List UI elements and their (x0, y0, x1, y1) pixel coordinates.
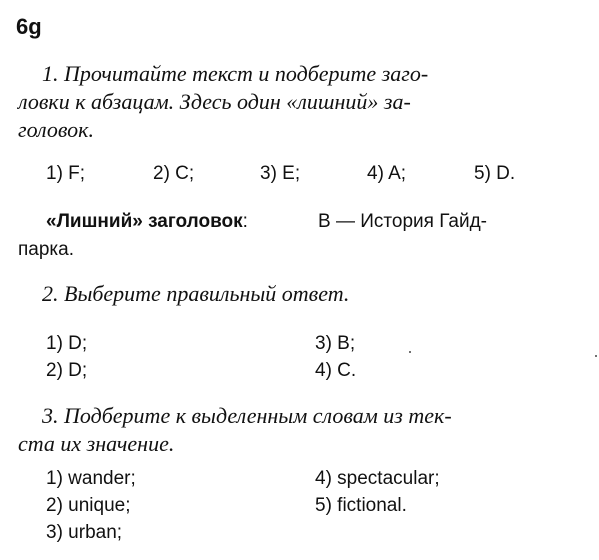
task3-instruction-line1: 3. Подберите к выделенным словам из тек- (42, 403, 452, 428)
task2-answer-1: 1) D; (46, 333, 88, 354)
scan-speck (409, 351, 411, 353)
extra-heading-text-line2: парка. (18, 239, 74, 260)
task1-answer-3: 3) E; (260, 163, 301, 184)
task2-answer-3: 3) B; (315, 333, 356, 354)
extra-heading-colon: : (242, 211, 248, 232)
extra-heading-label: «Лишний» заголовок (46, 211, 243, 232)
task3-answer-1: 1) wander; (46, 468, 136, 489)
task3-answer-5: 5) fictional. (315, 495, 407, 516)
scan-speck (595, 355, 597, 357)
section-number: 6g (16, 14, 42, 39)
task2-answer-2: 2) D; (46, 360, 88, 381)
task3-answer-2: 2) unique; (46, 495, 131, 516)
task1-instruction-line2: ловки к абзацам. Здесь один «лишний» за- (18, 89, 411, 114)
task2-instruction: 2. Выберите правильный ответ. (42, 281, 350, 306)
task1-answer-4: 4) A; (367, 163, 407, 184)
task3-answer-3: 3) urban; (46, 522, 123, 543)
task1-instruction-line1: 1. Прочитайте текст и подберите заго- (42, 61, 429, 86)
task1-answer-1: 1) F; (46, 163, 86, 184)
task1-instruction-line3: головок. (18, 117, 94, 142)
task3-answer-4: 4) spectacular; (315, 468, 440, 489)
task3-instruction-line2: ста их значение. (18, 431, 175, 456)
extra-heading-text-line1: B — История Гайд- (318, 211, 488, 232)
task1-answer-5: 5) D. (474, 163, 516, 184)
extra-heading-line1 (46, 210, 248, 234)
task2-answer-4: 4) C. (315, 360, 357, 381)
task1-answer-2: 2) C; (153, 163, 195, 184)
